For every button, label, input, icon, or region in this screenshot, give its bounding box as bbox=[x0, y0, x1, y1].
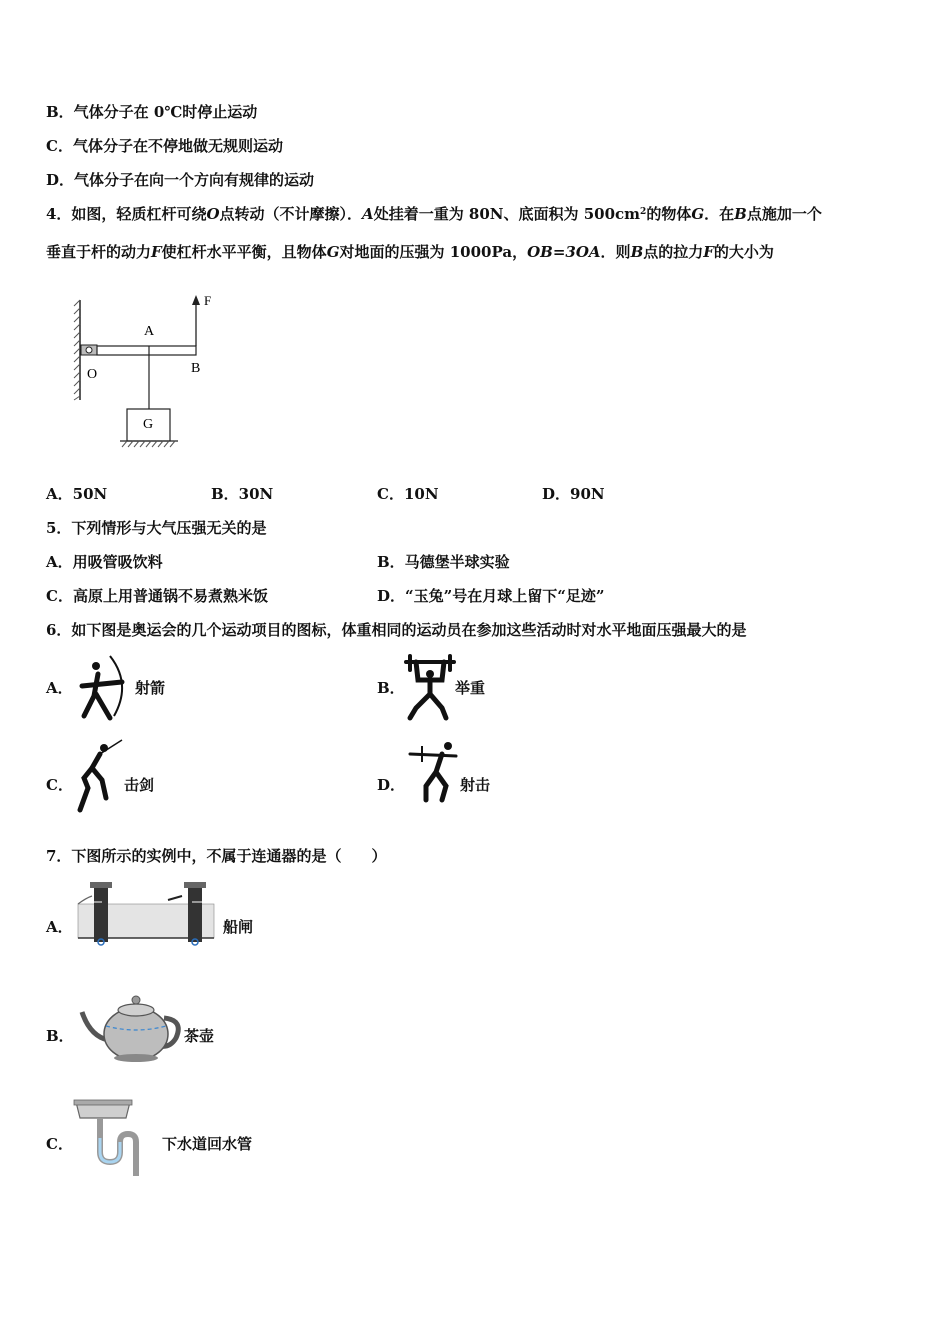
fencing-icon bbox=[76, 738, 126, 814]
q5-option-b: B．马德堡半球实验 bbox=[377, 553, 510, 571]
q5-option-c: C．高原上用普通锅不易煮熟米饭 bbox=[46, 587, 268, 605]
q7-option-b-letter: B． bbox=[46, 1027, 74, 1045]
lever-diagram bbox=[70, 292, 230, 457]
q7-option-b-label: 茶壶 bbox=[184, 1027, 215, 1045]
q6-option-c-letter: C． bbox=[46, 776, 73, 794]
archery-icon bbox=[76, 652, 134, 724]
q7-option-a-letter: A． bbox=[46, 918, 73, 936]
q5-option-a: A．用吸管吸饮料 bbox=[46, 553, 163, 571]
q4-option-a: A．50N bbox=[46, 485, 108, 503]
q4-stem-line1: 4．如图，轻质杠杆可绕O点转动（不计摩擦）．A处挂着一重为 80N、底面积为 $500cm^2$的物体G．在B点施加一个 bbox=[46, 205, 822, 223]
label-a: A bbox=[144, 324, 155, 339]
q6-stem: 6．如下图是奥运会的几个运动项目的图标，体重相同的运动员在参加这些活动时对水平地面压强最大的是 bbox=[46, 621, 747, 639]
teapot-image bbox=[76, 990, 186, 1064]
label-b: B bbox=[191, 361, 201, 376]
q7-option-a-label: 船闸 bbox=[223, 918, 254, 936]
ship-lock-image bbox=[76, 878, 216, 946]
q7-option-c-letter: C． bbox=[46, 1135, 73, 1153]
drain-trap-image bbox=[72, 1098, 144, 1178]
q4-stem-line2: 垂直于杆的动力F使杠杆水平平衡，且物体G对地面的压强为 1000Pa，OB=3OA．则B点的拉力F的大小为 bbox=[46, 243, 774, 261]
q5-stem: 5．下列情形与大气压强无关的是 bbox=[46, 519, 267, 537]
q6-option-c-label: 击剑 bbox=[124, 776, 155, 794]
q4-option-b: B．30N bbox=[211, 485, 274, 503]
q6-option-a-letter: A． bbox=[46, 679, 73, 697]
q6-option-d-letter: D． bbox=[377, 776, 406, 794]
q4-option-d: D．90N bbox=[542, 485, 605, 503]
q6-option-b-letter: B． bbox=[377, 679, 405, 697]
label-g: G bbox=[143, 417, 154, 432]
q6-option-b-label: 举重 bbox=[455, 679, 486, 697]
q6-option-d-label: 射击 bbox=[460, 776, 491, 794]
q3-option-c: C．气体分子在不停地做无规则运动 bbox=[46, 137, 283, 155]
weightlifting-icon bbox=[404, 652, 456, 724]
q6-option-a-label: 射箭 bbox=[135, 679, 166, 697]
q3-option-d: D．气体分子在向一个方向有规律的运动 bbox=[46, 171, 315, 189]
label-f: F bbox=[204, 293, 212, 308]
q5-option-d: D．“玉兔”号在月球上留下“足迹” bbox=[377, 587, 605, 605]
shooting-icon bbox=[408, 738, 460, 804]
q3-option-b: B．气体分子在 0℃时停止运动 bbox=[46, 103, 258, 121]
q4-option-c: C．10N bbox=[377, 485, 439, 503]
q7-option-c-label: 下水道回水管 bbox=[162, 1135, 253, 1153]
label-o: O bbox=[87, 367, 98, 382]
q7-stem: 7．下图所示的实例中，不属于连通器的是（ ） bbox=[46, 847, 387, 865]
